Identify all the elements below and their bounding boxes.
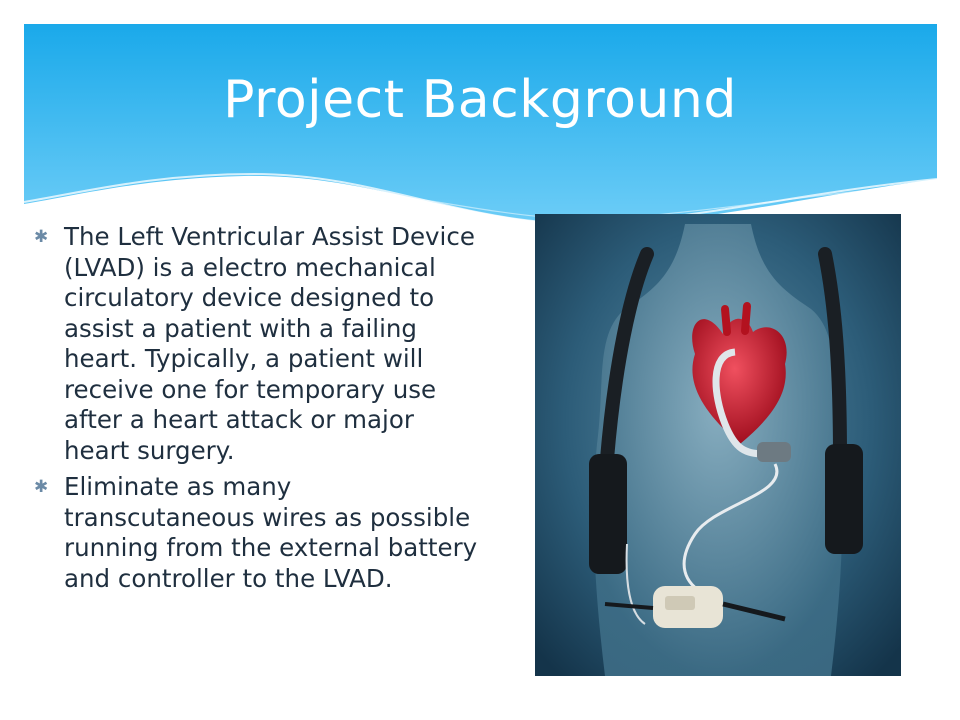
lvad-illustration xyxy=(535,214,901,676)
bullet-list xyxy=(34,222,484,600)
asterisk-bullet-icon: ✱ xyxy=(34,477,49,497)
header-wave-band xyxy=(24,24,937,244)
bullet-text: Eliminate as many transcutaneous wires as possible running from the external battery and controller to the LVAD. xyxy=(64,472,478,593)
bullet-item xyxy=(34,472,484,594)
bullet-item xyxy=(34,222,484,466)
bullet-text: The Left Ventricular Assist Device (LVAD) is a electro mechanical circulatory device designed to assist a patient with a failing heart. Typically, a patient will receive one for temporary use after a heart attack or major heart surgery. xyxy=(64,222,475,465)
slide-title: Project Background xyxy=(223,70,737,130)
asterisk-bullet-icon: ✱ xyxy=(34,227,49,247)
